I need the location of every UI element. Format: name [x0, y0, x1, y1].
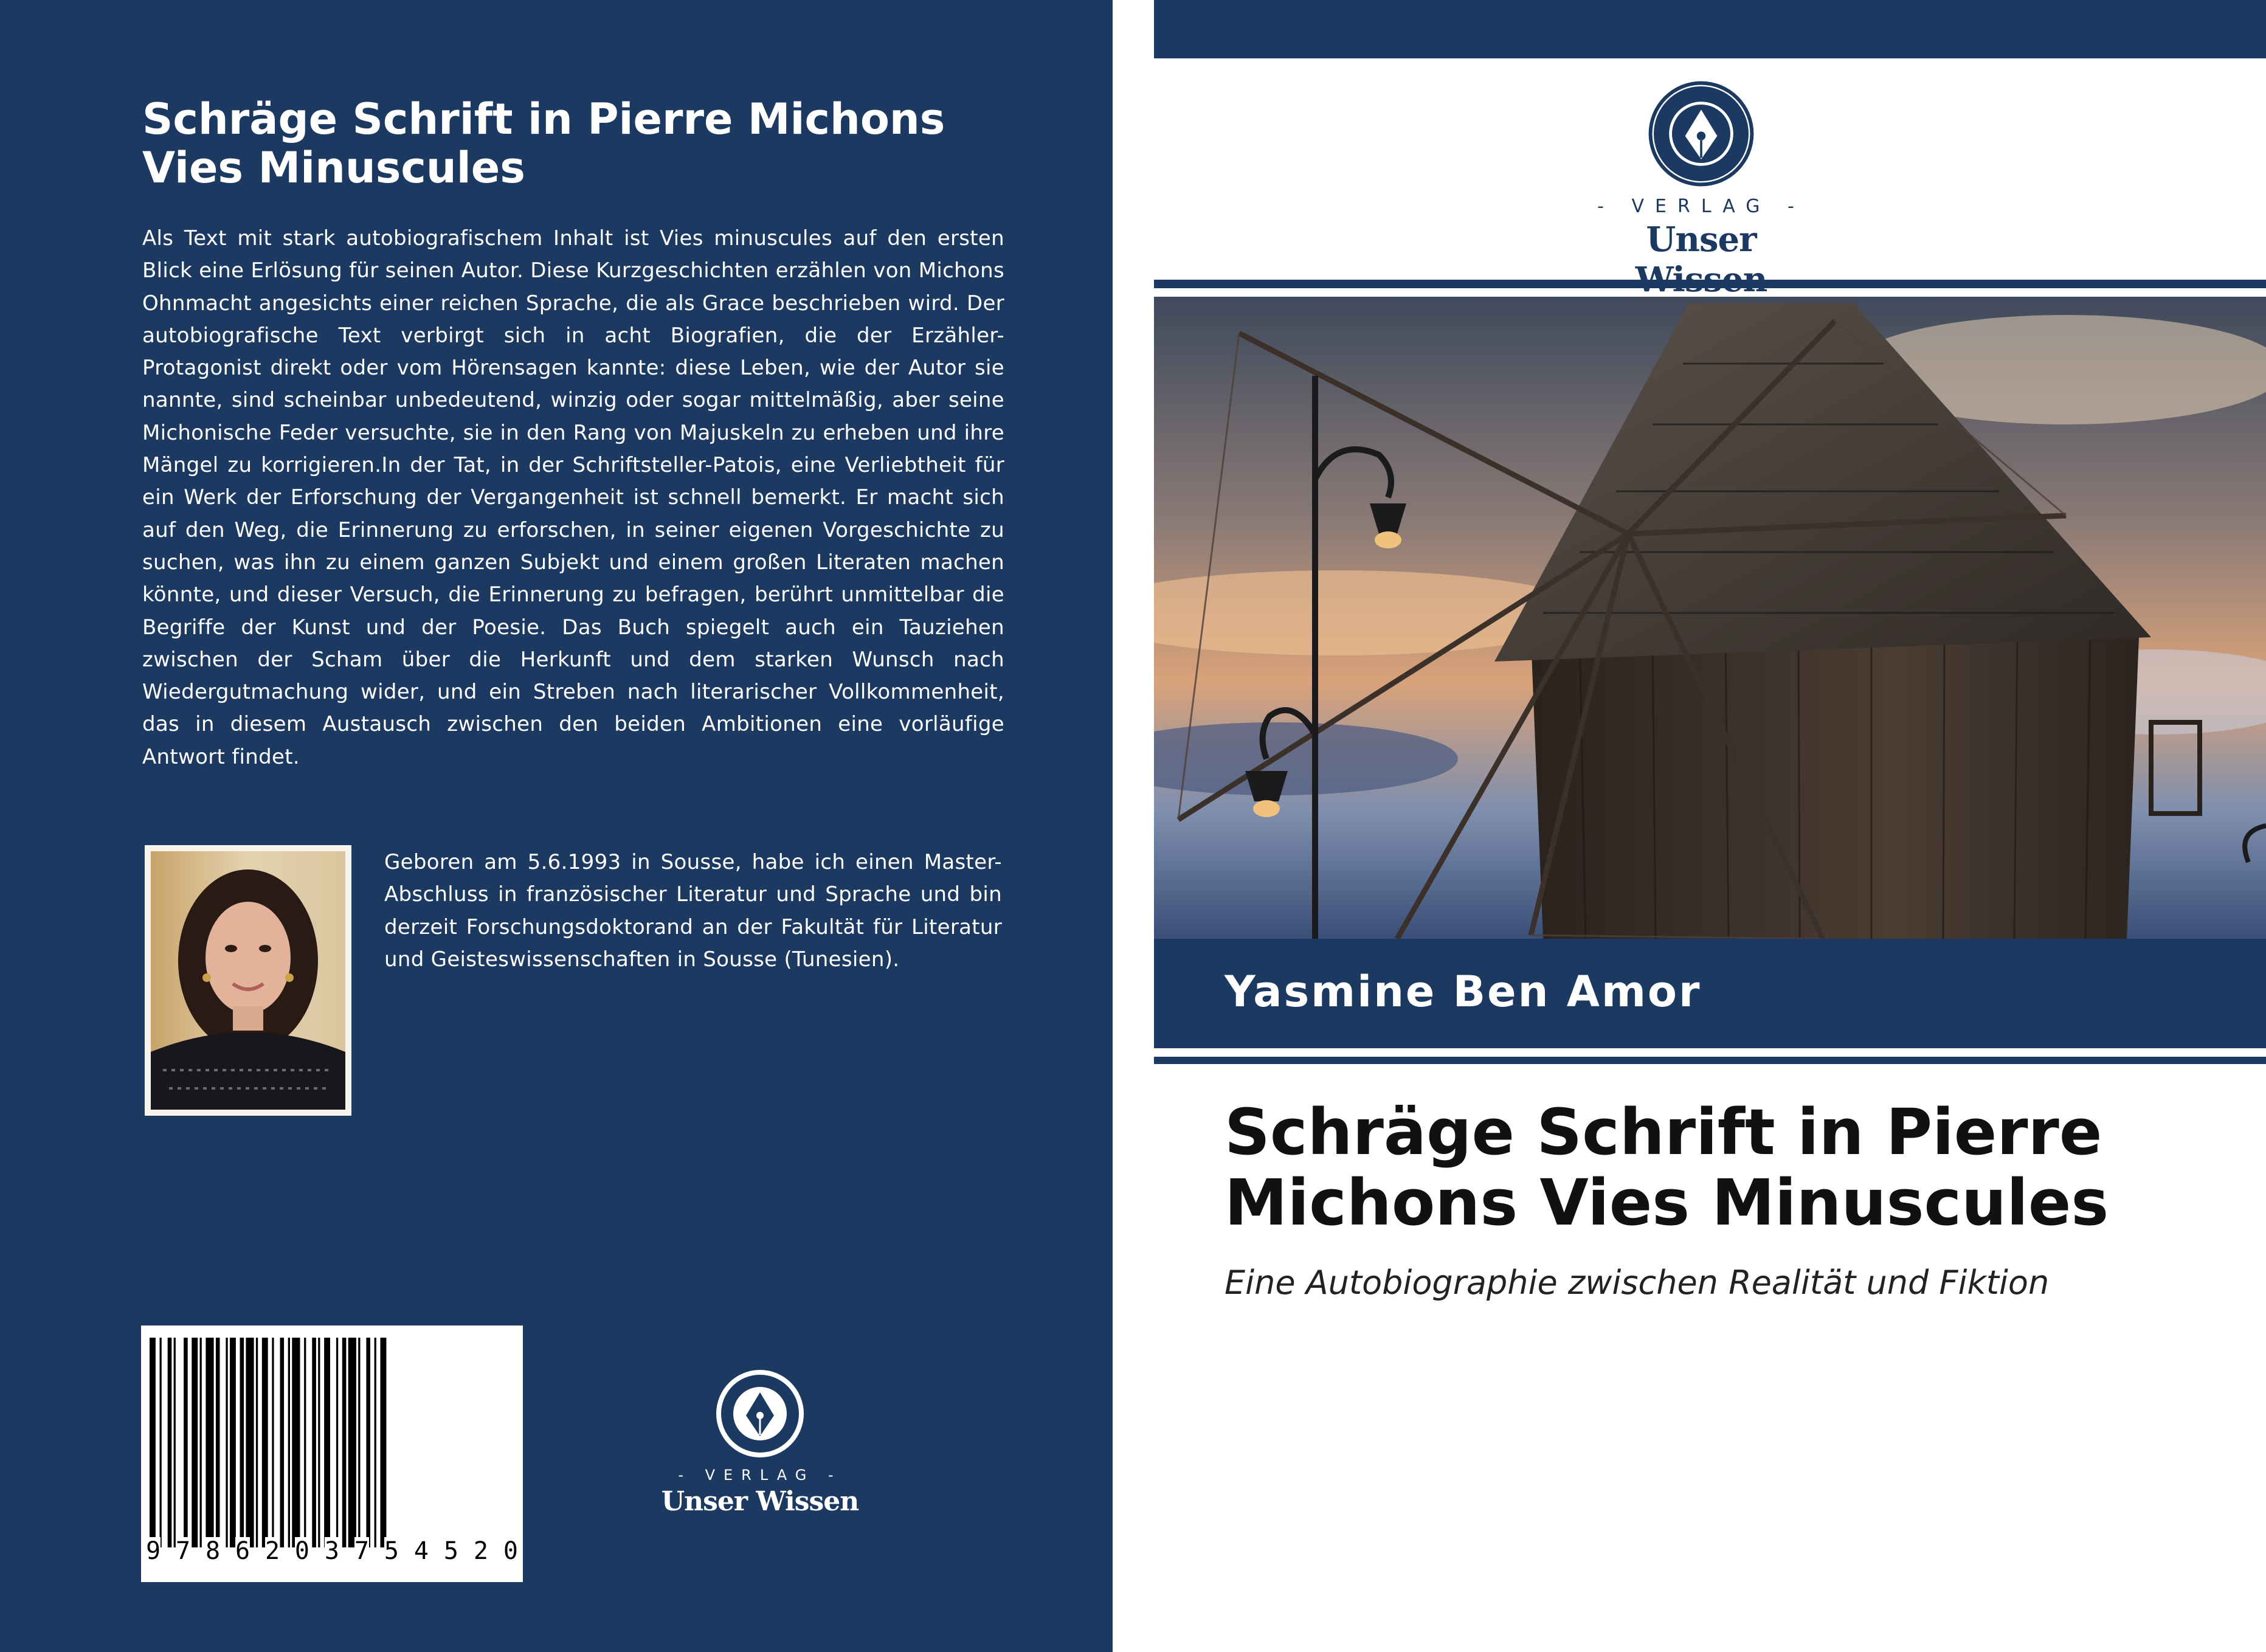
barcode-bar	[312, 1338, 316, 1547]
front-logo-verlag: - VERLAG -	[1597, 196, 1805, 217]
isbn-digit: 0	[294, 1537, 310, 1565]
barcode-bar	[342, 1338, 347, 1547]
barcode-bar	[230, 1338, 236, 1547]
barcode-bar	[288, 1338, 290, 1547]
barcode-bar	[174, 1338, 176, 1547]
isbn-digit: 9	[146, 1537, 161, 1565]
pen-nib-seal-icon	[1646, 79, 1756, 188]
cover-photo-windmill	[1154, 297, 2266, 939]
barcode-bar	[192, 1338, 198, 1547]
isbn-digit: 2	[473, 1537, 488, 1565]
barcode-bar	[292, 1338, 300, 1547]
barcode-bar	[324, 1338, 330, 1547]
book-blurb: Als Text mit stark autobiografischem Inhalt ist Vies minuscules auf den ersten Blick eine Erlösung für seinen Autor. Diese Kurzgeschichten erzählen von Michons Ohnmacht angesichts einer reichen Sprache, die als Grace beschrieben wird. Der autobiografische Text verbirgt sich in acht Biografien, die der Erzähler-Protagonist direkt oder vom Hörensagen kannte: diese Leben, wie der Autor sie nannte, sind scheinbar unbedeutend, winzig oder sogar mittelmäßig, aber seine Michonische Feder versuchte, sie in den Rang von Majuskeln zu erheben und ihre Mängel zu korrigieren.In der Tat, in der Schriftsteller-Patois, eine Verliebtheit für ein Werk der Erforschung der Vergangenheit ist schnell bemerkt. Er macht sich auf den Weg, die Erinnerung zu erforschen, in seiner eigenen Vorgeschichte zu suchen, was ihn zu einem ganzen Subjekt und einem großen Literaten machen könnte, und dieser Versuch, die Erinnerung zu befragen, berührt unmittelbar die Begriffe der Kunst und der Poesie. Das Buch spiegelt auch ein Tauziehen zwischen der Scham über die Herkunft und dem starken Wunsch nach Wiedergutmachung wider, und ein Streben nach literarischer Vollkommenheit, das in diesem Austausch zwischen den beiden Ambitionen eine vorläufige Antwort findet.	[142, 226, 1004, 769]
barcode-bar	[160, 1338, 162, 1547]
barcode-bar	[375, 1338, 376, 1547]
barcode-bar	[206, 1338, 213, 1547]
barcode-bar	[348, 1338, 356, 1547]
author-photo	[145, 845, 351, 1116]
barcode-bar	[304, 1338, 306, 1547]
back-logo-name: Unser Wissen	[661, 1486, 859, 1517]
isbn-digit: 2	[264, 1537, 280, 1565]
barcode-bar	[168, 1338, 172, 1547]
barcode-bar	[256, 1338, 258, 1547]
pen-nib-seal-icon	[714, 1368, 806, 1459]
isbn-digit: 5	[443, 1537, 458, 1565]
barcode-bar	[226, 1338, 227, 1547]
back-cover-title: Schräge Schrift in Pierre Michons Vies Minuscules	[142, 94, 945, 193]
front-top-bar	[1154, 0, 2266, 58]
rule-below-author	[1154, 1057, 2266, 1064]
barcode-bar	[216, 1338, 220, 1547]
back-logo-verlag: - VERLAG -	[678, 1467, 842, 1484]
barcode-bar	[381, 1338, 387, 1547]
author-name: Yasmine Ben Amor	[1225, 967, 1702, 1017]
isbn-digit: 6	[235, 1537, 250, 1565]
barcode-bar	[272, 1338, 274, 1547]
isbn-barcode	[141, 1325, 523, 1582]
barcode-bar	[262, 1338, 268, 1547]
barcode-bar	[366, 1338, 370, 1547]
back-cover	[0, 0, 1113, 1652]
barcode-bar	[150, 1338, 156, 1547]
isbn-digit: 7	[354, 1537, 369, 1565]
barcode-bar	[240, 1338, 244, 1547]
barcode-bar	[280, 1338, 285, 1547]
isbn-digit: 0	[503, 1537, 518, 1565]
author-band	[1154, 939, 2266, 1048]
barcode-bar	[318, 1338, 320, 1547]
isbn-digit: 4	[413, 1537, 429, 1565]
barcode-bar	[246, 1338, 254, 1547]
isbn-digit: 7	[175, 1537, 191, 1565]
isbn-digit: 5	[384, 1537, 399, 1565]
isbn-digit: 3	[324, 1537, 339, 1565]
front-cover-title: Schräge Schrift in Pierre Michons Vies Minuscules	[1225, 1095, 2109, 1240]
barcode-bar	[358, 1338, 360, 1547]
front-logo-name: Unser	[1646, 219, 1756, 260]
author-bio: Geboren am 5.6.1993 in Sousse, habe ich einen Master-Abschluss in französischer Literatur und Sprache und bin derzeit Forschungsdoktorand an der Fakultät für Literatur und Geisteswissenschaften in Sousse (Tunesien).	[384, 850, 1002, 972]
rule-above-photo	[1154, 280, 2266, 288]
barcode-bar	[184, 1338, 188, 1547]
spine	[1113, 0, 1154, 1652]
isbn-digits	[146, 1537, 518, 1565]
front-cover-subtitle: Eine Autobiographie zwischen Realität und Fiktion	[1225, 1263, 2050, 1302]
barcode-bar	[336, 1338, 338, 1547]
front-cover	[1154, 0, 2266, 1652]
barcode-bar	[200, 1338, 202, 1547]
front-publisher-logo	[1580, 79, 1823, 300]
isbn-digit: 8	[205, 1537, 221, 1565]
back-publisher-logo	[657, 1368, 863, 1517]
